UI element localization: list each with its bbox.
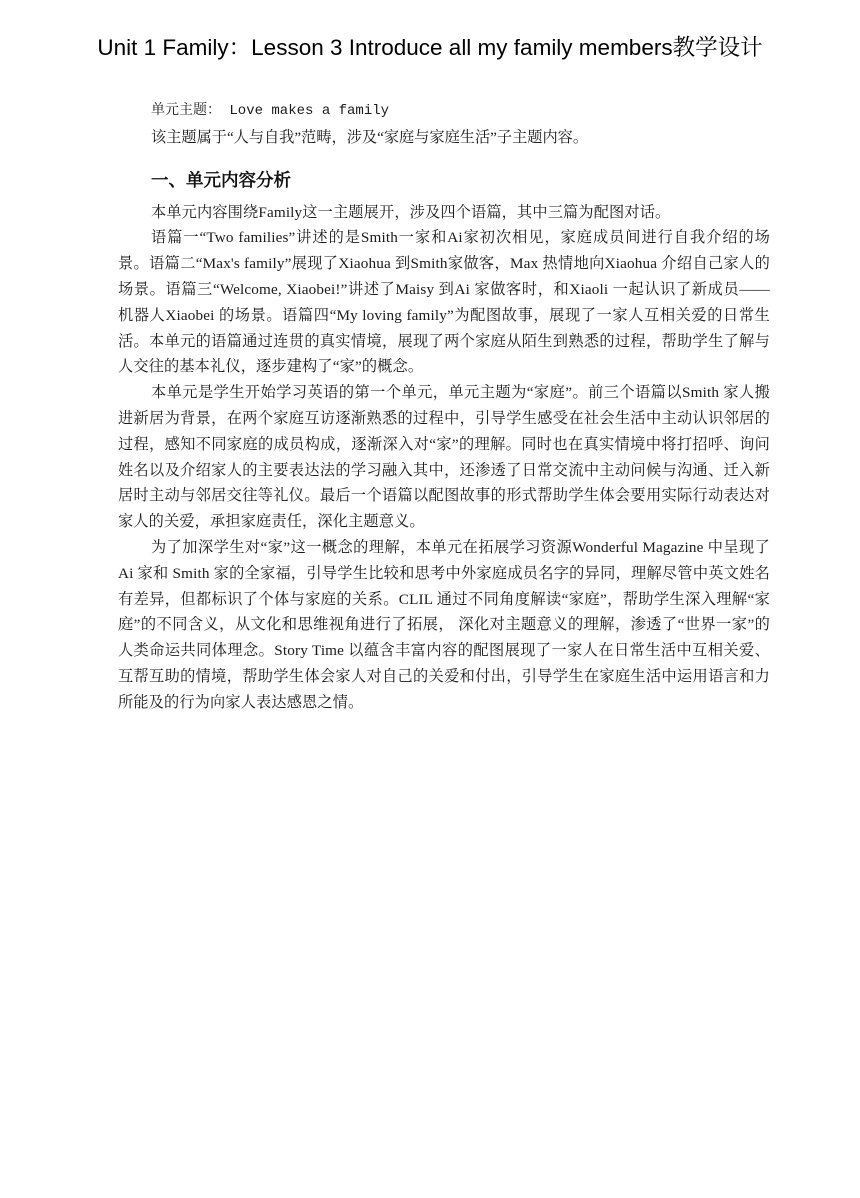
paragraph-unit-theme: 本单元是学生开始学习英语的第一个单元，单元主题为“家庭”。前三个语篇以Smith 家人搬进新居为背景，在两个家庭互访逐渐熟悉的过程中，引导学生感受在社会生活中主动认识邻居的过程，感知不同家庭的成员构成，逐渐深入对“家”的理解。同时也在真实情境中将打招呼、询问姓名以及介绍家人的主要表达法的学习融入其中，还渗透了日常交流中主动问候与沟通、迁入新居时主动与邻居交往等礼仪。最后一个语篇以配图故事的形式帮助学生体会要用实际行动表达对家人的关爱，承担家庭责任，深化主题意义。	[118, 384, 770, 531]
paragraph-texts: 语篇一“Two families”讲述的是Smith一家和Ai家初次相见，家庭成员间进行自我介绍的场景。语篇二“Max's family”展现了Xiaohua 到Smith家做客，Max 热情地向Xiaohua 介绍自己家人的场景。语篇三“Welcome, Xiaobei!”讲述了Maisy 到Ai 家做客时，和Xiaoli 一起认识了新成员——机器人Xiaobei 的场景。语篇四“My loving family”为配图故事，展现了一家人互相关爱的日常生活。本单元的语篇通过连贯的真实情境，展现了两个家庭从陌生到熟悉的过程，帮助学生了解与人交往的基本礼仪，逐步建构了“家”的概念。	[118, 229, 770, 376]
document-body	[118, 99, 770, 716]
document-title: Unit 1 Family：Lesson 3 Introduce all my family members教学设计	[97, 35, 763, 60]
section-heading: 一、单元内容分析	[151, 169, 291, 190]
paragraph-overview: 本单元内容围绕Family这一主题展开，涉及四个语篇，其中三篇为配图对话。	[151, 203, 671, 221]
paragraph-extension: 为了加深学生对“家”这一概念的理解，本单元在拓展学习资源Wonderful Magazine 中呈现了Ai 家和 Smith 家的全家福，引导学生比较和思考中外家庭成员名字的异同，理解尽管中英文姓名有差异，但都标识了个体与家庭的关系。CLIL 通过不同角度解读“家庭”，帮助学生深入理解“家庭”的不同含义，从文化和思维视角进行了拓展， 深化对主题意义的理解，渗透了“世界一家”的人类命运共同体理念。Story Time 以蕴含丰富内容的配图展现了一家人在日常生活中互相关爱、互帮互助的情境，帮助学生体会家人对自己的关爱和付出，引导学生在家庭生活中运用语言和力所能及的行为向家人表达感恩之情。	[118, 538, 770, 711]
unit-theme-line: 单元主题： Love makes a family	[151, 103, 390, 119]
theme-scope-line: 该主题属于“人与自我”范畴，涉及“家庭与家庭生活”子主题内容。	[151, 128, 589, 146]
